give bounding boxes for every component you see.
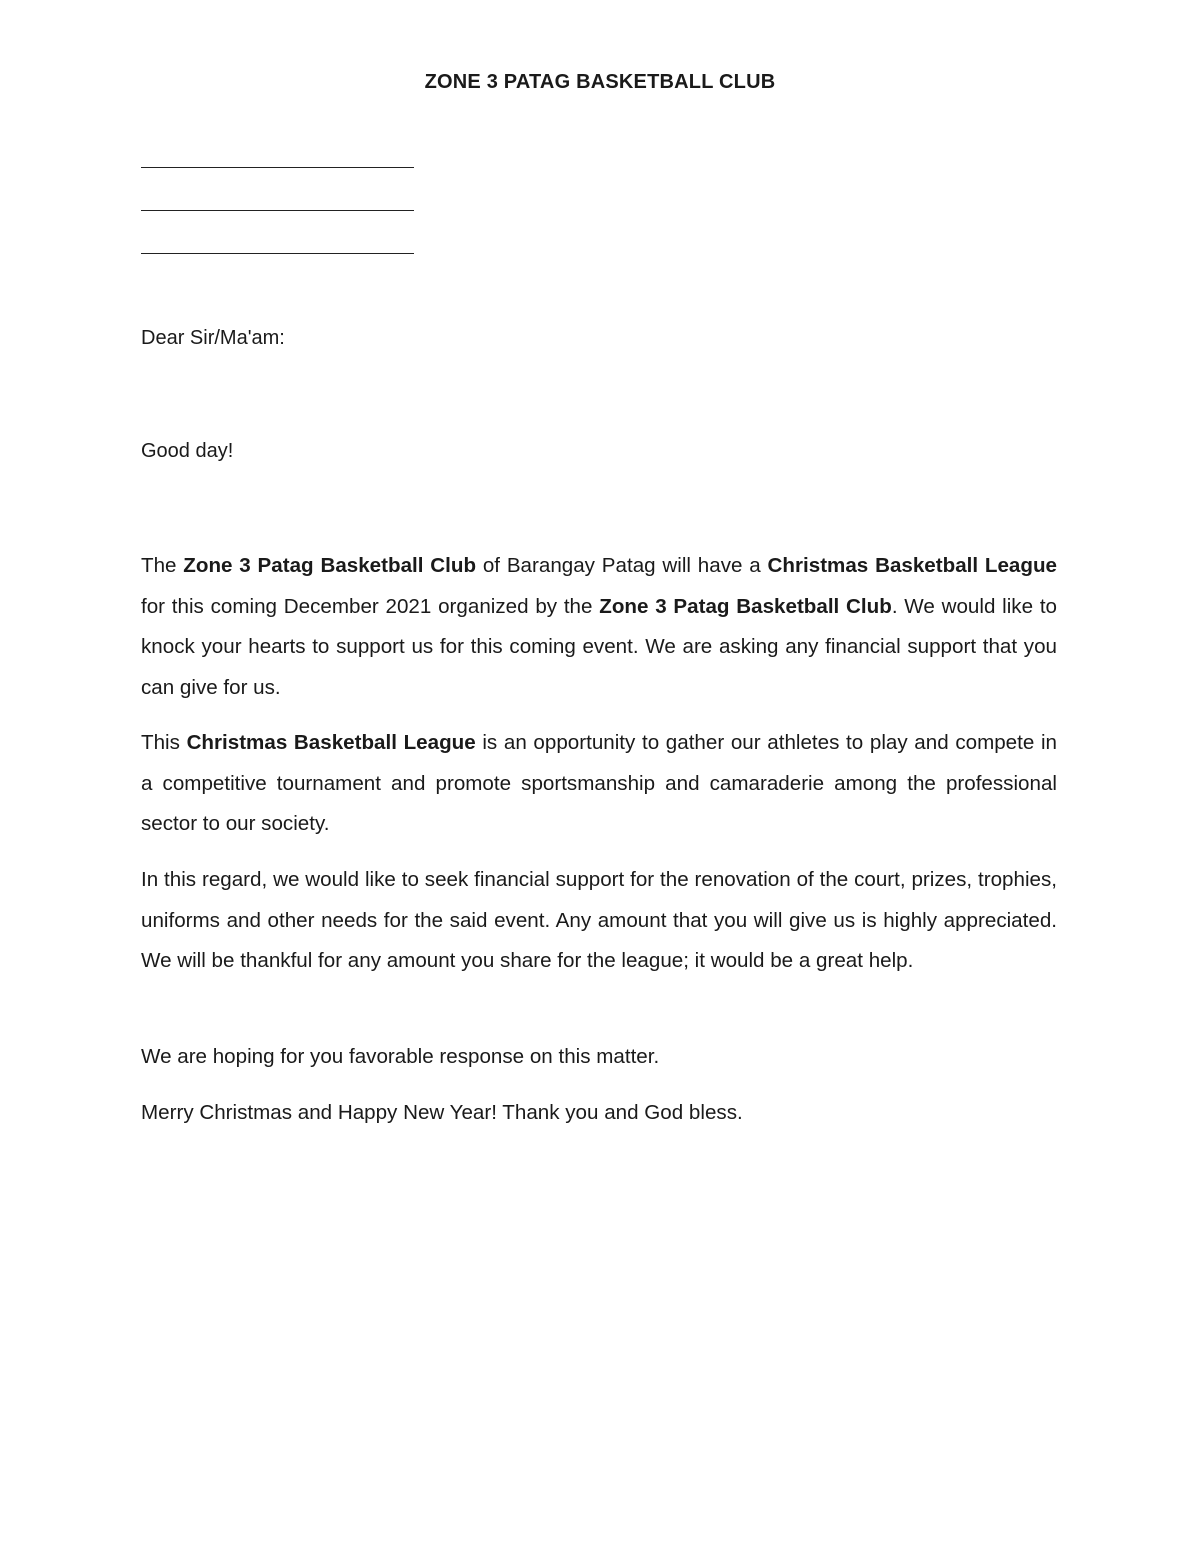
text-run: for this coming December 2021 organized by the bbox=[141, 594, 600, 618]
text-run: . We would like to knock your hearts to support us for this coming event. We are asking any financial support that you can give for us. bbox=[141, 594, 1058, 699]
body-paragraph-1 bbox=[141, 546, 1057, 708]
text-run: is an opportunity to gather our athletes to play and compete in a competitive tournament and promote sportsmanship and camaraderie among the professional sector to our society. bbox=[141, 731, 1057, 835]
body-paragraph-2 bbox=[141, 723, 1057, 845]
greeting: Good day! bbox=[141, 440, 234, 462]
address-blank-line bbox=[141, 210, 414, 211]
text-run: This bbox=[141, 731, 187, 754]
address-blank-line bbox=[141, 167, 414, 168]
body-paragraph-4: We are hoping for you favorable response on this matter. bbox=[141, 1045, 660, 1068]
closing-line: Merry Christmas and Happy New Year! Thank you and God bless. bbox=[141, 1101, 743, 1124]
text-run: The bbox=[141, 554, 184, 577]
salutation: Dear Sir/Ma'am: bbox=[141, 327, 285, 349]
bold-club-name: Zone 3 Patag Basketball Club bbox=[599, 594, 892, 618]
bold-league-name: Christmas Basketball League bbox=[186, 731, 476, 754]
body-paragraph-3: In this regard, we would like to seek financial support for the renovation of the court, prizes, trophies, uniforms and other needs for the said event. Any amount that you will give us is highly appreciated. We will be thankful for any amount you share for the league; it would be a great help. bbox=[141, 868, 1057, 972]
letter-title: ZONE 3 PATAG BASKETBALL CLUB bbox=[424, 71, 776, 93]
address-blank-line bbox=[141, 253, 414, 254]
bold-club-name: Zone 3 Patag Basketball Club bbox=[183, 554, 477, 577]
text-run: of Barangay Patag will have a bbox=[476, 554, 768, 577]
bold-league-name: Christmas Basketball League bbox=[767, 554, 1057, 577]
